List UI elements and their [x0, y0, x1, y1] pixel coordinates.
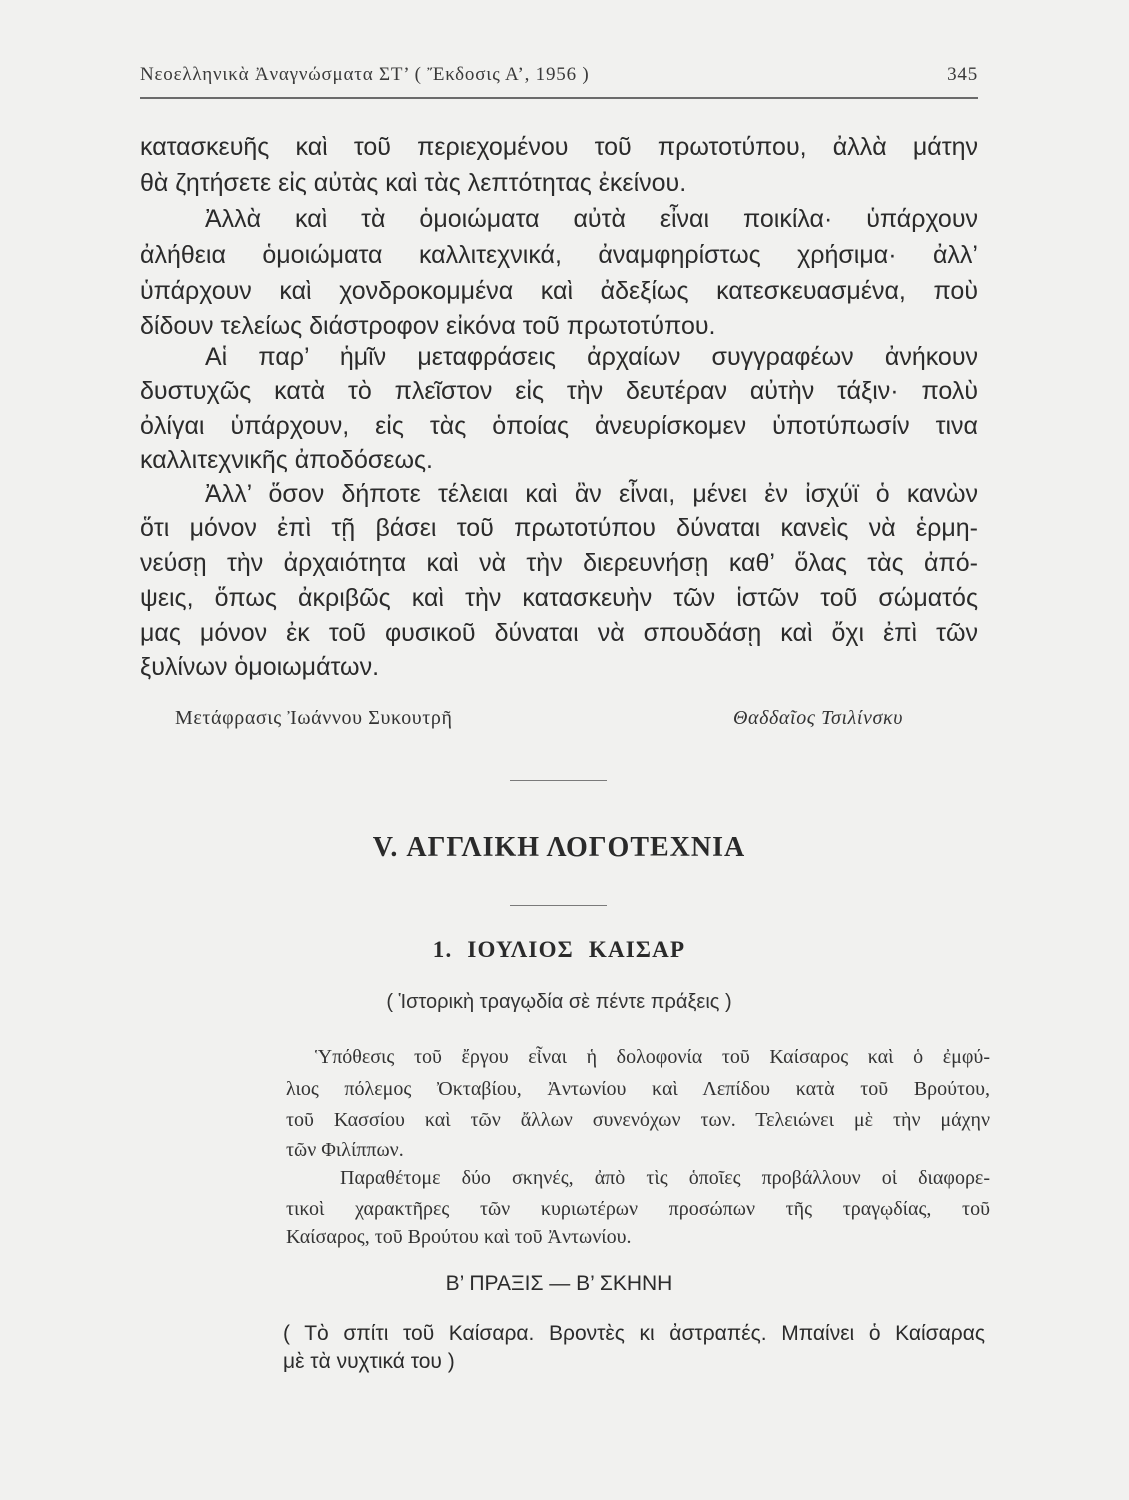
section-divider-bottom [510, 905, 607, 906]
text-line: μας μόνον ἐκ τοῦ φυσικοῦ δύναται νὰ σπουδάσῃ καὶ ὄχι ἐπὶ τῶν [140, 619, 978, 647]
text-line: ξυλίνων ὁμοιωμάτων. [140, 653, 380, 681]
work-title: 1. ΙΟΥΛΙΟΣ ΚΑΙΣΑΡ [432, 937, 686, 962]
text-line: ὅτι μόνον ἐπὶ τῇ βάσει τοῦ πρωτοτύπου δύναται κανεὶς νὰ ἑρμη- [140, 514, 978, 542]
summary-line: τικοὶ χαρακτῆρες τῶν κυριωτέρων προσώπων τῆς τραγῳδίας, τοῦ [286, 1198, 990, 1220]
text-line: ὀλίγαι ὑπάρχουν, εἰς τὰς ὁποίας ἀνευρίσκομεν ὑποτύπωσίν τινα [140, 412, 978, 440]
running-title: Νεοελληνικὰ Ἀναγνώσματα ΣΤ’ ( Ἔκδοσις Α’, 1956 ) [140, 64, 590, 85]
work-subtitle: ( Ἱστορικὴ τραγῳδία σὲ πέντε πράξεις ) [386, 991, 732, 1013]
translator-credit: Μετάφρασις Ἰωάννου Συκουτρῆ [175, 707, 453, 729]
summary-line: τοῦ Κασσίου καὶ τῶν ἄλλων συνενόχων των. Τελειώνει μὲ τὴν μάχην [286, 1109, 990, 1131]
summary-line: Ὑπόθεσις τοῦ ἔργου εἶναι ἡ δολοφονία τοῦ Καίσαρος καὶ ὁ ἐμφύ- [315, 1046, 990, 1068]
scene-heading: Β’ ΠΡΑΞΙΣ — Β’ ΣΚΗΝΗ [445, 1272, 673, 1295]
text-line: δυστυχῶς κατὰ τὸ πλεῖστον εἰς τὴν δευτέραν αὐτὴν τάξιν· πολὺ [140, 377, 978, 405]
summary-line: τῶν Φιλίππων. [286, 1139, 404, 1161]
header-rule [140, 97, 978, 99]
text-line: Ἀλλὰ καὶ τὰ ὁμοιώματα αὐτὰ εἶναι ποικίλα· ὑπάρχουν [205, 205, 978, 233]
section-title: V. ΑΓΓΛΙΚΗ ΛΟΓΟΤΕΧΝΙΑ [372, 832, 746, 863]
text-line: ἀλήθεια ὁμοιώματα καλλιτεχνικά, ἀναμφηρίστως χρήσιμα· ἀλλ’ [140, 241, 978, 269]
page-number: 345 [947, 64, 978, 85]
text-line: ψεις, ὅπως ἀκριβῶς καὶ τὴν κατασκευὴν τῶν ἱστῶν τοῦ σώματός [140, 584, 978, 612]
stage-direction-line: ( Τὸ σπίτι τοῦ Καίσαρα. Βροντὲς κι ἀστραπές. Μπαίνει ὁ Καίσαρας [283, 1322, 985, 1345]
summary-line: Καίσαρος, τοῦ Βρούτου καὶ τοῦ Ἀντωνίου. [286, 1226, 632, 1248]
summary-line: Παραθέτομε δύο σκηνές, ἀπὸ τὶς ὁποῖες προβάλλουν οἱ διαφορε- [340, 1167, 990, 1189]
section-divider-top [510, 780, 607, 781]
text-line: θὰ ζητήσετε εἰς αὐτὰς καὶ τὰς λεπτότητας ἐκείνου. [140, 169, 687, 197]
text-line: δίδουν τελείως διάστροφον εἰκόνα τοῦ πρωτοτύπου. [140, 312, 716, 340]
text-line: Ἀλλ’ ὅσον δήποτε τέλειαι καὶ ἂν εἶναι, μένει ἐν ἰσχύϊ ὁ κανὼν [205, 480, 978, 508]
summary-line: λιος πόλεμος Ὀκταβίου, Ἀντωνίου καὶ Λεπίδου κατὰ τοῦ Βρούτου, [286, 1078, 990, 1100]
stage-direction-line: μὲ τὰ νυχτικά του ) [283, 1350, 455, 1373]
text-line: ὑπάρχουν καὶ χονδροκομμένα καὶ ἀδεξίως κατεσκευασμένα, ποὺ [140, 277, 978, 305]
text-line: καλλιτεχνικῆς ἀποδόσεως. [140, 446, 433, 474]
text-line: νεύσῃ τὴν ἀρχαιότητα καὶ νὰ τὴν διερευνήσῃ καθ’ ὅλας τὰς ἀπό- [140, 549, 978, 577]
text-line: κατασκευῆς καὶ τοῦ περιεχομένου τοῦ πρωτοτύπου, ἀλλὰ μάτην [140, 133, 978, 161]
author-name: Θαδδαῖος Τσιλίνσκυ [733, 707, 903, 729]
text-line: Αἱ παρ’ ἡμῖν μεταφράσεις ἀρχαίων συγγραφέων ἀνήκουν [205, 343, 978, 371]
